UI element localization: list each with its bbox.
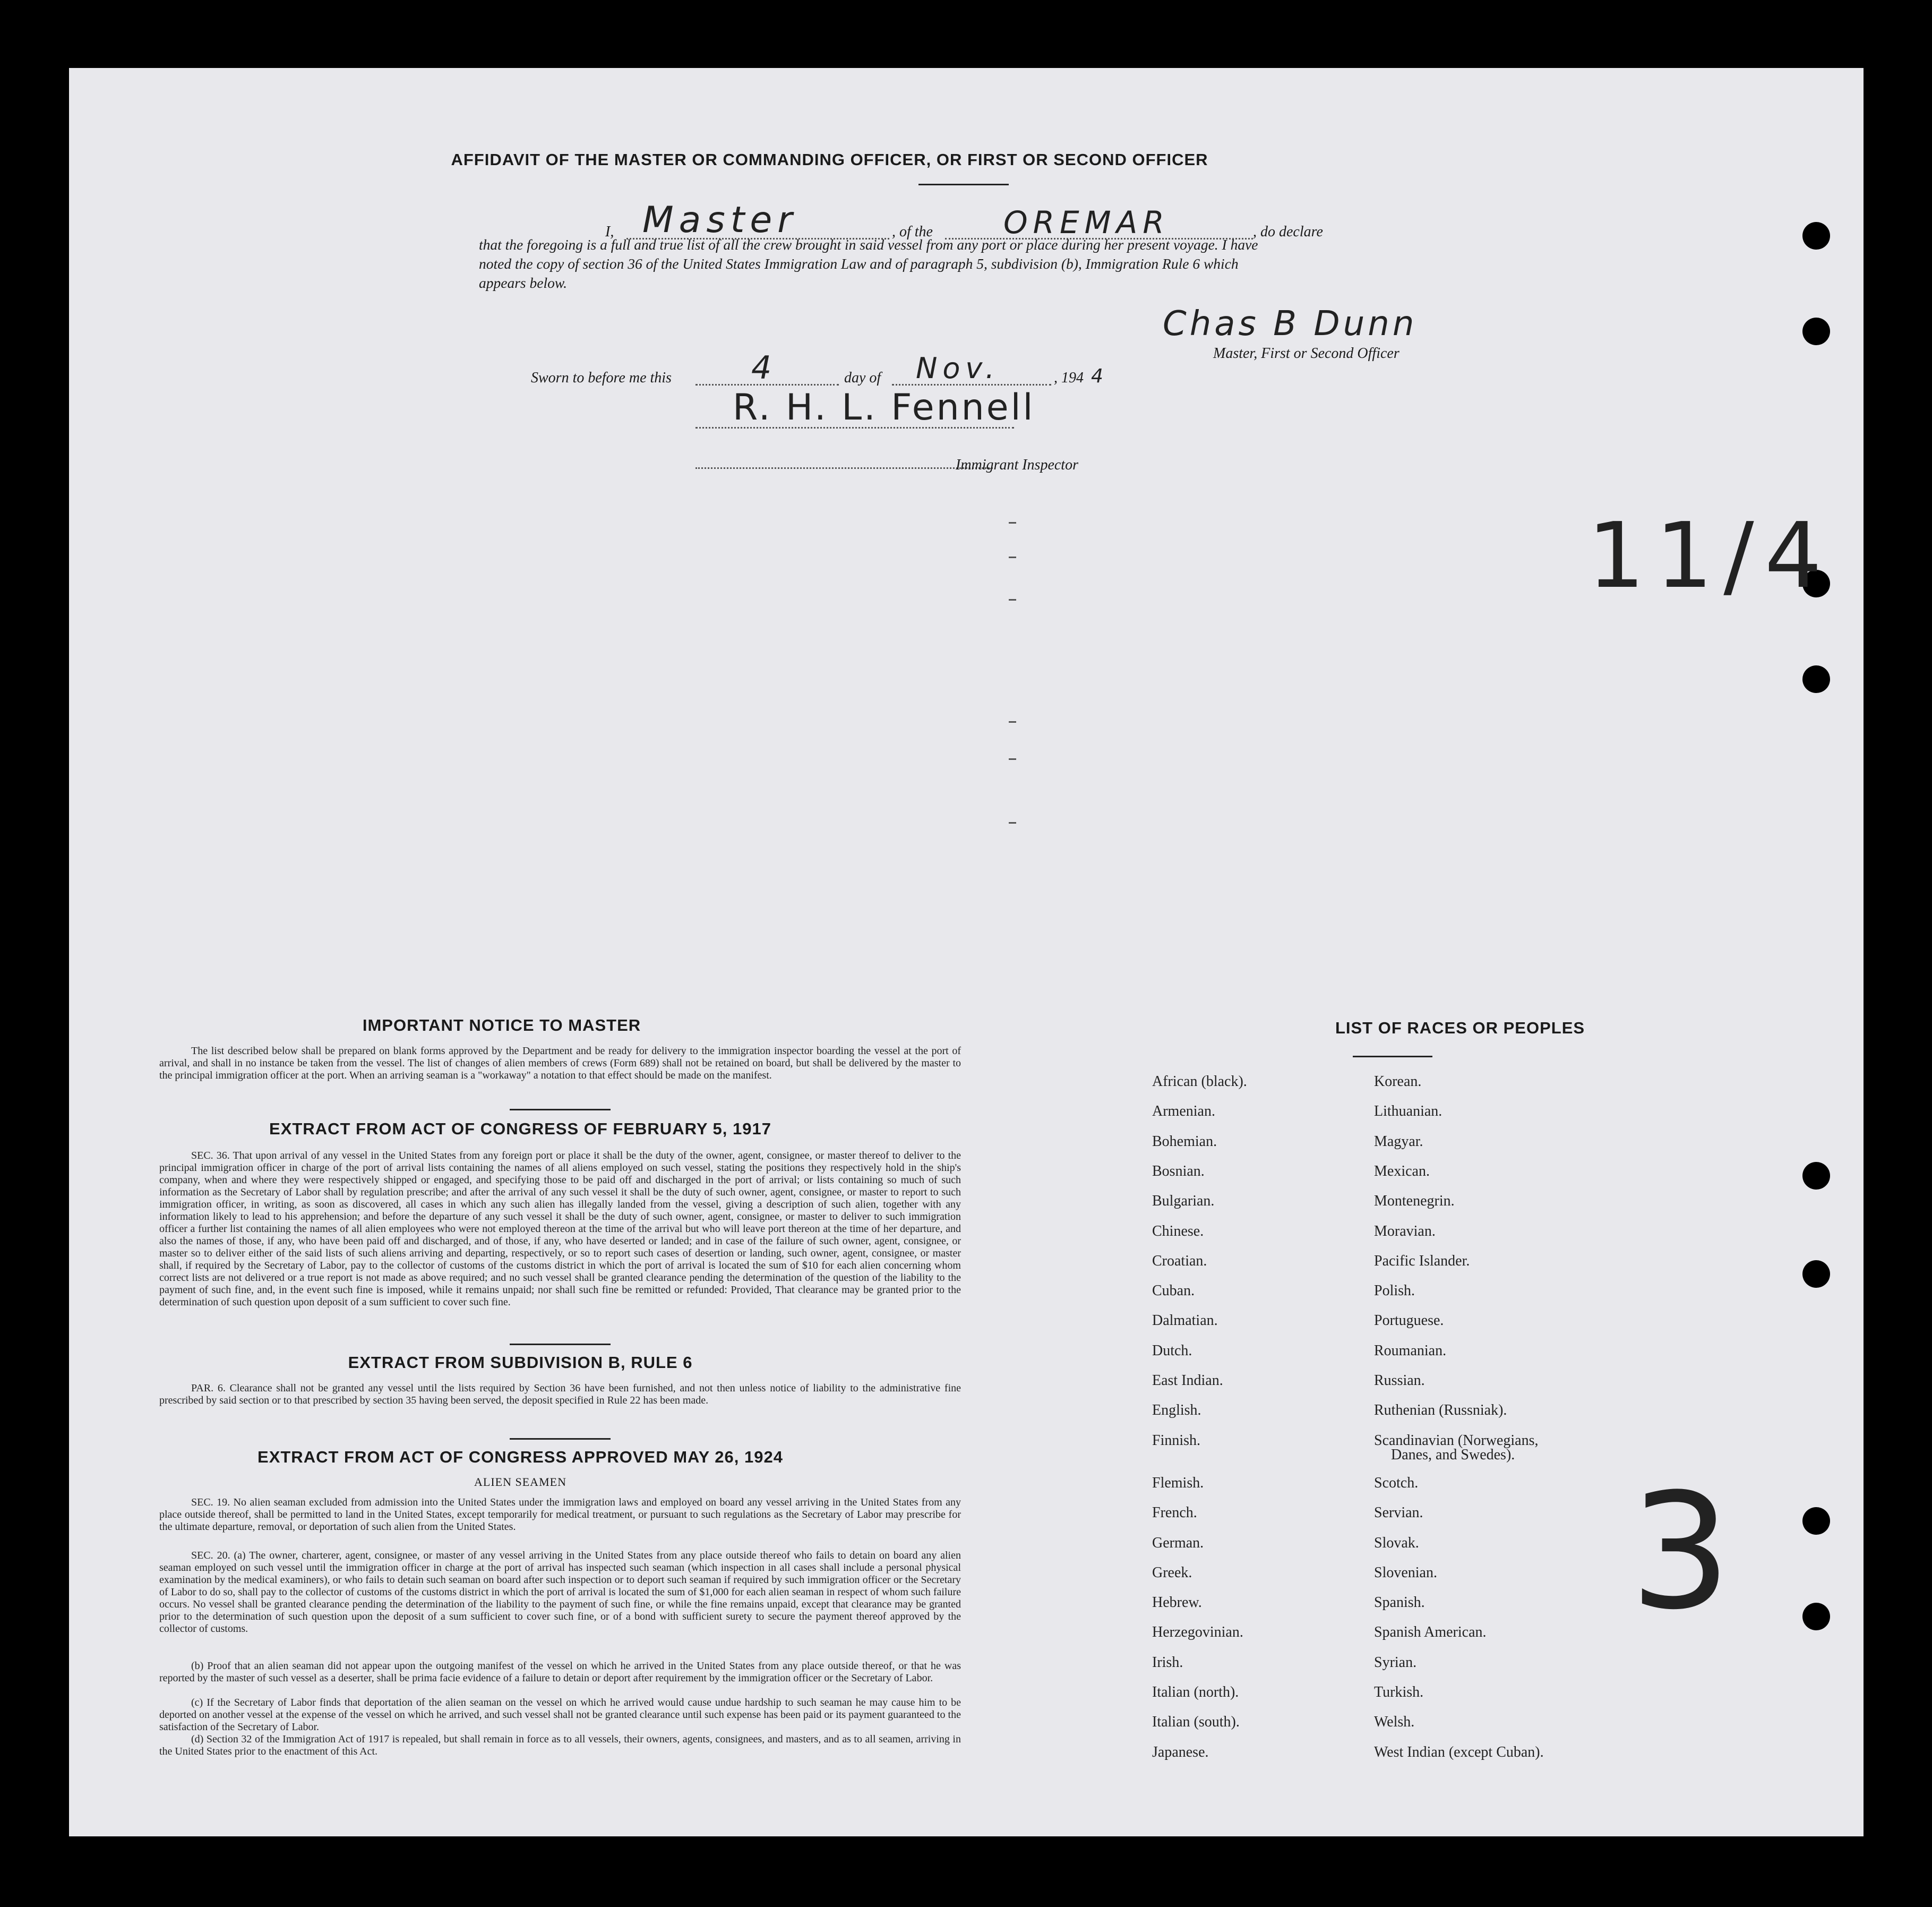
punch-hole [1802, 1507, 1830, 1535]
extract-1917-title: EXTRACT FROM ACT OF CONGRESS OF FEBRUARY 5, 1917 [269, 1119, 771, 1138]
sec20d-text: (d) Section 32 of the Immigration Act of 1917 is repealed, but shall remain in force as to all vessels, their owners, agents, consignees, and masters, and as to all seamen, arriving in the United States prior to the enactment of this Act. [159, 1733, 961, 1757]
race-item: Scotch. [1374, 1474, 1419, 1491]
race-item: Herzegovinian. [1152, 1624, 1243, 1641]
alien-seamen-subtitle: ALIEN SEAMEN [474, 1475, 566, 1489]
title-rule [918, 184, 1009, 185]
fold-mark [1009, 522, 1016, 524]
race-item: Flemish. [1152, 1474, 1204, 1491]
fraction-annotation: 11/4 [1587, 503, 1833, 609]
punch-hole [1802, 1162, 1830, 1190]
affidavit-line4: appears below. [479, 275, 568, 291]
rule6-text: PAR. 6. Clearance shall not be granted any vessel until the lists required by Section 36 have been furnished, and not then unless notice of liability to the administrative fine prescribed by said section or to that prescribed by section 35 having been served, the deposit specified in Rule 22 has been made. [159, 1382, 961, 1406]
race-item: Magyar. [1374, 1133, 1423, 1150]
race-item: Scandinavian (Norwegians, [1374, 1432, 1539, 1449]
extract-1924-title: EXTRACT FROM ACT OF CONGRESS APPROVED MAY 26, 1924 [257, 1448, 783, 1466]
sec20a-text: SEC. 20. (a) The owner, charterer, agent, consignee, or master of any vessel arriving in the United States from any place outside thereof who fails to detain on board any alien seaman employed on such vessel until the immigration officer in charge at the port of arrival has inspected such seaman (which inspection in all cases shall include a personal physical examination by the medical examiners), or who fails to detain such seaman on board after such inspection or to deport such seaman if required by such immigration officer or the Secretary of Labor to do so, shall pay to the collector of customs of the customs district in which the port of arrival is located the sum of $1,000 for each alien seaman in respect of whom such failure occurs. No vessel shall be granted clearance pending the determination of the liability to the payment of such fine, or while the fine remains unpaid, except that clearance may be granted prior to the determination of such question upon the deposit of a sum sufficient to cover such fine, or of a bond with sufficient surety to secure the payment thereof approved by the collector of customs. [159, 1550, 961, 1635]
inspector-caption: Immigrant Inspector [956, 457, 1078, 473]
sec20c-text: (c) If the Secretary of Labor finds that deportation of the alien seaman on the vessel on which he arrived would cause undue hardship to such seaman he may cause him to be deported on another vessel at the expense of the vessel on which he arrived, and such vessel shall not be granted clearance until such expense has been paid or its payment guaranteed to the satisfaction of the Secretary of Labor. [159, 1697, 961, 1733]
rule6-title: EXTRACT FROM SUBDIVISION B, RULE 6 [348, 1353, 693, 1372]
fold-mark [1009, 822, 1016, 824]
affidavit-line1 [478, 199, 1518, 241]
race-item: Ruthenian (Russniak). [1374, 1402, 1507, 1419]
race-item: French. [1152, 1504, 1197, 1521]
section-rule [510, 1344, 611, 1345]
race-item: Italian (north). [1152, 1684, 1239, 1700]
race-item: Korean. [1374, 1073, 1422, 1090]
race-item: Turkish. [1374, 1684, 1424, 1700]
races-title: LIST OF RACES OR PEOPLES [1335, 1019, 1585, 1037]
section-rule [510, 1109, 611, 1110]
vessel-name-handwriting: OREMAR [1003, 204, 1170, 241]
sworn-text: Sworn to before me this [531, 370, 672, 386]
inspector-signature: R. H. L. Fennell [733, 387, 1035, 429]
month-handwriting: Nov. [916, 352, 1000, 385]
affidavit-line3: noted the copy of section 36 of the United States Immigration Law and of paragraph 5, subdivision (b), Immigration Rule 6 which [479, 255, 1239, 272]
race-item: Bohemian. [1152, 1133, 1217, 1150]
race-item: Irish. [1152, 1654, 1183, 1671]
punch-hole [1802, 665, 1830, 693]
race-item: Chinese. [1152, 1222, 1204, 1239]
race-item: East Indian. [1152, 1372, 1223, 1389]
fold-mark [1009, 599, 1016, 601]
notice-text: The list described below shall be prepared on blank forms approved by the Department and be ready for delivery to the immigration inspector boarding the vessel at the port of arrival, and shall in no instance be taken from the vessel. The list of changes of alien members of crews (Form 689) shall not be retained on board, but shall be delivered by the master to the principal immigration officer at the port. When an arriving seaman is a "workaway" a notation to that effect should be made on the manifest. [159, 1045, 961, 1081]
affidavit-title: AFFIDAVIT OF THE MASTER OR COMMANDING OFFICER, OR FIRST OR SECOND OFFICER [451, 150, 1208, 169]
race-item: Lithuanian. [1374, 1103, 1442, 1120]
document-page [69, 68, 1864, 1836]
year-prefix: , 194 [1054, 370, 1084, 386]
fold-mark [1009, 557, 1016, 558]
race-item: Portuguese. [1374, 1312, 1444, 1329]
race-item: Welsh. [1374, 1714, 1415, 1731]
inspector-dots-2 [695, 467, 993, 469]
race-item: Hebrew. [1152, 1594, 1202, 1611]
race-item: Pacific Islander. [1374, 1252, 1470, 1269]
punch-hole [1802, 1260, 1830, 1288]
race-item: Roumanian. [1374, 1342, 1447, 1359]
race-item: Italian (south). [1152, 1714, 1240, 1731]
day-handwriting: 4 [751, 349, 777, 387]
race-item: West Indian (except Cuban). [1374, 1743, 1544, 1760]
race-item: Cuban. [1152, 1282, 1195, 1299]
race-item: German. [1152, 1534, 1204, 1551]
signature-caption: Master, First or Second Officer [1213, 345, 1399, 362]
punch-hole [1802, 318, 1830, 345]
race-item: Servian. [1374, 1504, 1423, 1521]
position-handwriting: Master [642, 199, 798, 241]
race-item: Bulgarian. [1152, 1193, 1215, 1210]
race-item: Bosnian. [1152, 1162, 1205, 1179]
master-signature: Chas B Dunn [1163, 304, 1418, 344]
sworn-line [531, 349, 1221, 387]
races-rule [1353, 1056, 1432, 1057]
race-item: Croatian. [1152, 1252, 1207, 1269]
of-the-text: , of the [892, 224, 933, 240]
day-of-text: day of [844, 370, 881, 386]
race-item: English. [1152, 1402, 1201, 1419]
race-item: Japanese. [1152, 1743, 1209, 1760]
extract-1917-text: SEC. 36. That upon arrival of any vessel in the United States from any foreign port or place it shall be the duty of the owner, agent, consignee, or master thereof to deliver to the principal immigration officer in charge of the port of arrival lists containing the names of all aliens employed on such vessel, stating the positions they respectively hold in the ship's company, when and where they were respectively shipped or engaged, and specifying those to be paid off and discharged in the port of arrival; or lists containing so much of such information as the Secretary of Labor shall by regulation prescribe; and after the arrival of any such vessel it shall be the duty of such owner, agent, consignee, or master to report to such immigration officer, in writing, as soon as discovered, all cases in which any such alien has illegally landed from the vessel, giving a description of such alien, together with any information likely to lead to his apprehension; and before the departure of any such vessel it shall be the duty of such owner, agent, consignee, or master to deliver to such immigration officer a further list containing the names of all alien employees who were not employed thereon at the time of the arrival but who will leave port thereon at the time of her departure, and also the names of those, if any, who have been paid off and discharged, and of those, if any, who have deserted or landed; and in case of the failure of such owner, agent, consignee, or master so to deliver either of the said lists of such aliens arriving and departing, respectively, or so to report such cases of desertion or landing, such owner, agent, consignee, or master shall, if required by the Secretary of Labor, pay to the collector of customs of the customs district in which the port of arrival is located the sum of $10 for each alien concerning whom correct lists are not delivered or a true report is not made as above required; and no such vessel shall be granted clearance pending the determination of the question of the liability to the payment of such fine, and, in the event such fine is imposed, while it remains unpaid; nor shall such fine be remitted or refunded: Provided, That clearance may be granted prior to the determination of such question upon deposit of a sum sufficient to cover such fine. [159, 1150, 961, 1308]
sec19-text: SEC. 19. No alien seaman excluded from admission into the United States under the immigration laws and employed on board any vessel arriving in the United States from any place outside thereof, shall be permitted to land in the United States, except temporarily for medical treatment, or pursuant to such regulations as the Secretary of Labor may prescribe for the ultimate departure, removal, or deportation of such alien from the United States. [159, 1496, 961, 1533]
punch-hole [1802, 1603, 1830, 1630]
race-item: Finnish. [1152, 1432, 1201, 1449]
fold-mark [1009, 758, 1016, 760]
section-rule [510, 1438, 611, 1440]
affidavit-i: I, [605, 224, 614, 240]
fold-mark [1009, 721, 1016, 723]
race-item: Montenegrin. [1374, 1193, 1455, 1210]
race-item: Dalmatian. [1152, 1312, 1218, 1329]
notice-title: IMPORTANT NOTICE TO MASTER [362, 1016, 641, 1034]
do-declare-text: , do declare [1253, 224, 1323, 240]
race-item: Spanish American. [1374, 1624, 1487, 1641]
affidavit-line2: that the foregoing is a full and true list of all the crew brought in said vessel from any port or place during her present voyage. I have [479, 236, 1258, 253]
race-item: Syrian. [1374, 1654, 1417, 1671]
race-item: Polish. [1374, 1282, 1415, 1299]
race-item: Armenian. [1152, 1103, 1215, 1120]
sec20b-text: (b) Proof that an alien seaman did not appear upon the outgoing manifest of the vessel on which he arrived in the United States from any place outside thereof, or that he was reported by the master of such vessel as a deserter, shall be prima facie evidence of a failure to detain or deport after requirement by the immigration officer or the Secretary of Labor. [159, 1660, 961, 1684]
page-number-annotation: 3 [1630, 1459, 1737, 1645]
race-item: Slovak. [1374, 1534, 1419, 1551]
race-item: Slovenian. [1374, 1564, 1437, 1581]
race-item: Dutch. [1152, 1342, 1192, 1359]
inspector-dots [695, 427, 1014, 429]
race-item: Greek. [1152, 1564, 1192, 1581]
race-item: Russian. [1374, 1372, 1425, 1389]
race-item: Moravian. [1374, 1222, 1436, 1239]
race-item: Danes, and Swedes). [1391, 1446, 1515, 1463]
punch-hole [1802, 222, 1830, 250]
race-item: African (black). [1152, 1073, 1247, 1090]
race-item: Spanish. [1374, 1594, 1425, 1611]
year-handwriting: 4 [1091, 365, 1109, 387]
race-item: Mexican. [1374, 1162, 1430, 1179]
